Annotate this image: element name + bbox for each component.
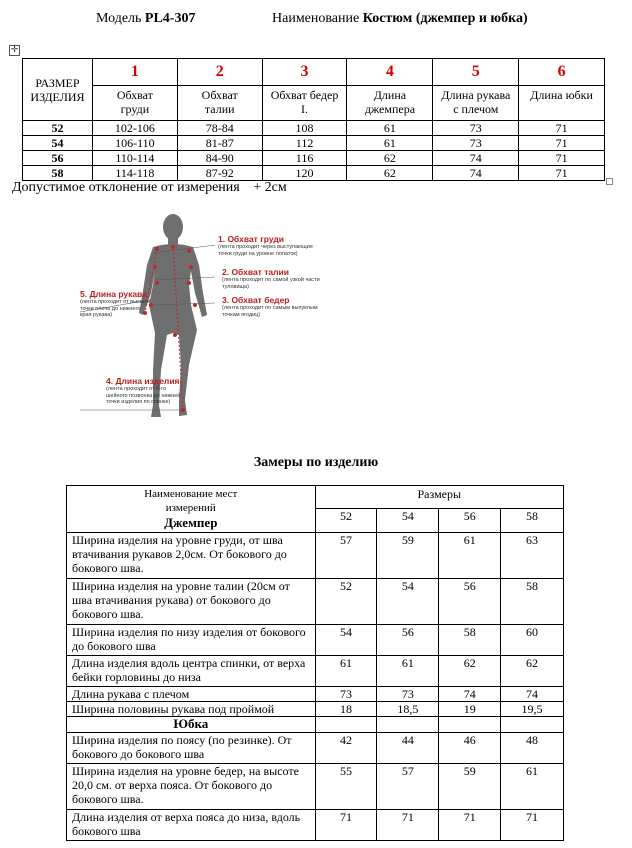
label-note: (лента проходит по самым выпуклым точкам ягодиц) — [222, 305, 318, 318]
value-cell: 73 — [433, 121, 519, 136]
table-row — [67, 656, 564, 687]
table-row — [67, 579, 564, 625]
value-cell: 56 — [377, 625, 439, 656]
label-note: (лента проходит по самой узкой части туловища) — [222, 277, 320, 290]
value-cell: 106-110 — [92, 136, 177, 151]
column-number: 1 — [92, 59, 177, 86]
value-cell: 60 — [501, 625, 564, 656]
value-cell: 18 — [315, 702, 377, 717]
value-cell: 102-106 — [92, 121, 177, 136]
value-cell: 52 — [315, 579, 377, 625]
value-cell: 62 — [347, 151, 433, 166]
value-cell: 61 — [315, 656, 377, 687]
size-cell: 58 — [23, 166, 93, 181]
size-header: 58 — [501, 509, 564, 533]
value-cell: 71 — [501, 810, 564, 841]
value-cell: 74 — [433, 151, 519, 166]
label-title: 3. Обхват бедер — [222, 295, 290, 305]
model-label: Модель — [96, 11, 142, 26]
value-cell: 61 — [501, 764, 564, 810]
size-corner-label: РАЗМЕР ИЗДЕЛИЯ — [30, 75, 85, 104]
table-row — [23, 121, 605, 136]
name-header-cell — [67, 486, 316, 533]
value-cell: 74 — [501, 687, 564, 702]
value-cell: 71 — [519, 136, 605, 151]
value-cell: 59 — [377, 533, 439, 579]
column-number: 3 — [262, 59, 347, 86]
table-move-icon[interactable]: ✛ — [10, 45, 19, 55]
size-table — [22, 58, 605, 181]
value-cell: 55 — [315, 764, 377, 810]
size-header: 54 — [377, 509, 439, 533]
value-cell: 71 — [519, 121, 605, 136]
label-title: 1. Обхват груди — [218, 234, 284, 244]
table-row — [23, 151, 605, 166]
label-title: 5. Длина рукава — [80, 289, 147, 299]
value-cell: 56 — [439, 579, 501, 625]
value-cell: 87-92 — [177, 166, 262, 181]
row-label: Длина рукава с плечом — [67, 687, 316, 702]
value-cell: 78-84 — [177, 121, 262, 136]
value-cell: 108 — [262, 121, 347, 136]
value-cell: 71 — [439, 810, 501, 841]
model-value: PL4-307 — [144, 11, 196, 26]
figure-label-length — [106, 376, 182, 406]
size-cell: 54 — [23, 136, 93, 151]
value-cell: 73 — [377, 687, 439, 702]
value-cell: 116 — [262, 151, 347, 166]
column-header: Обхват бедер I. — [262, 86, 347, 121]
value-cell: 46 — [439, 733, 501, 764]
value-cell: 73 — [315, 687, 377, 702]
model-line — [96, 11, 195, 27]
table-row — [67, 810, 564, 841]
row-label: Ширина изделия по поясу (по резинке). От бокового до бокового шва — [67, 733, 316, 764]
section-title: Юбка — [67, 717, 316, 733]
column-header: Обхват груди — [92, 86, 177, 121]
name-value: Костюм (джемпер и юбка) — [362, 11, 528, 26]
table-row — [67, 533, 564, 579]
label-note: (лента проходит от высшей точки плеча до нижнего края рукава) — [80, 299, 151, 318]
value-cell: 62 — [439, 656, 501, 687]
measurements-table — [66, 485, 564, 841]
column-header: Длина юбки — [519, 86, 605, 121]
size-corner-cell — [23, 59, 93, 121]
value-cell: 74 — [439, 687, 501, 702]
size-header: 52 — [315, 509, 377, 533]
value-cell: 54 — [315, 625, 377, 656]
column-header: Обхват талии — [177, 86, 262, 121]
value-cell: 61 — [439, 533, 501, 579]
value-cell: 18,5 — [377, 702, 439, 717]
column-number: 2 — [177, 59, 262, 86]
section-title: Джемпер — [164, 515, 218, 530]
table-row — [67, 764, 564, 810]
label-note: (лента проходит через выступающие точки груди на уровне лопаток) — [218, 244, 313, 257]
size-cell: 52 — [23, 121, 93, 136]
row-label: Ширина изделия на уровне талии (20см от шва втачивания рукава) от бокового до бокового шва. — [67, 579, 316, 625]
value-cell: 61 — [377, 656, 439, 687]
value-cell: 61 — [347, 136, 433, 151]
value-cell: 19,5 — [501, 702, 564, 717]
value-cell: 57 — [315, 533, 377, 579]
label-title: 4. Длина изделия — [106, 376, 180, 386]
value-cell: 62 — [347, 166, 433, 181]
column-number: 5 — [433, 59, 519, 86]
row-label: Ширина изделия на уровне груди, от шва втачивания рукавов 2,0см. От бокового до бокового шва. — [67, 533, 316, 579]
value-cell: 73 — [433, 136, 519, 151]
label-title: 2. Обхват талии — [222, 267, 289, 277]
section-row — [67, 717, 564, 733]
value-cell: 58 — [501, 579, 564, 625]
value-cell: 71 — [315, 810, 377, 841]
value-cell: 114-118 — [92, 166, 177, 181]
value-cell: 62 — [501, 656, 564, 687]
column-number: 6 — [519, 59, 605, 86]
value-cell: 81-87 — [177, 136, 262, 151]
measurements-title: Замеры по изделию — [253, 455, 379, 470]
value-cell: 61 — [347, 121, 433, 136]
value-cell: 57 — [377, 764, 439, 810]
column-number: 4 — [347, 59, 433, 86]
table-row — [23, 136, 605, 151]
value-cell: 19 — [439, 702, 501, 717]
table-row — [67, 625, 564, 656]
table-row — [67, 687, 564, 702]
figure-label-waist — [222, 267, 322, 290]
value-cell: 44 — [377, 733, 439, 764]
value-cell: 48 — [501, 733, 564, 764]
row-label: Длина изделия от верха пояса до низа, вдоль бокового шва — [67, 810, 316, 841]
row-label: Ширина изделия по низу изделия от бокового до бокового шва — [67, 625, 316, 656]
value-cell: 58 — [439, 625, 501, 656]
name-header: Наименование мест измерений — [144, 488, 238, 514]
deviation-value: + 2см — [253, 180, 287, 195]
deviation-text: Допустимое отклонение от измерения — [12, 180, 240, 195]
value-cell: 120 — [262, 166, 347, 181]
value-cell: 110-114 — [92, 151, 177, 166]
value-cell: 63 — [501, 533, 564, 579]
figure-label-chest — [218, 234, 318, 257]
name-line — [272, 11, 528, 27]
row-label: Ширина половины рукава под проймой — [67, 702, 316, 717]
name-label: Наименование — [272, 11, 360, 26]
column-header: Длина рукава с плечом — [433, 86, 519, 121]
row-label: Ширина изделия на уровне бедер, на высоте 20,0 см. от верха пояса. От бокового до бокового шва. — [67, 764, 316, 810]
value-cell: 59 — [439, 764, 501, 810]
value-cell: 84-90 — [177, 151, 262, 166]
label-note: (лента проходит от 6-го шейного позвонка до нижней точки изделия по спинке) — [106, 386, 181, 405]
value-cell: 71 — [519, 166, 605, 181]
deviation-line — [12, 180, 287, 196]
value-cell: 71 — [377, 810, 439, 841]
figure-label-hips — [222, 295, 322, 318]
size-cell: 56 — [23, 151, 93, 166]
column-header: Длина джемпера — [347, 86, 433, 121]
table-row — [67, 733, 564, 764]
figure-label-sleeve — [80, 289, 152, 319]
value-cell: 112 — [262, 136, 347, 151]
value-cell: 42 — [315, 733, 377, 764]
sizes-header: Размеры — [315, 486, 563, 509]
table-row — [23, 166, 605, 181]
size-header: 56 — [439, 509, 501, 533]
table-row — [67, 702, 564, 717]
value-cell: 74 — [433, 166, 519, 181]
row-label: Длина изделия вдоль центра спинки, от верха бейки горловины до низа — [67, 656, 316, 687]
table-resize-handle[interactable] — [606, 178, 613, 185]
value-cell: 54 — [377, 579, 439, 625]
value-cell: 71 — [519, 151, 605, 166]
